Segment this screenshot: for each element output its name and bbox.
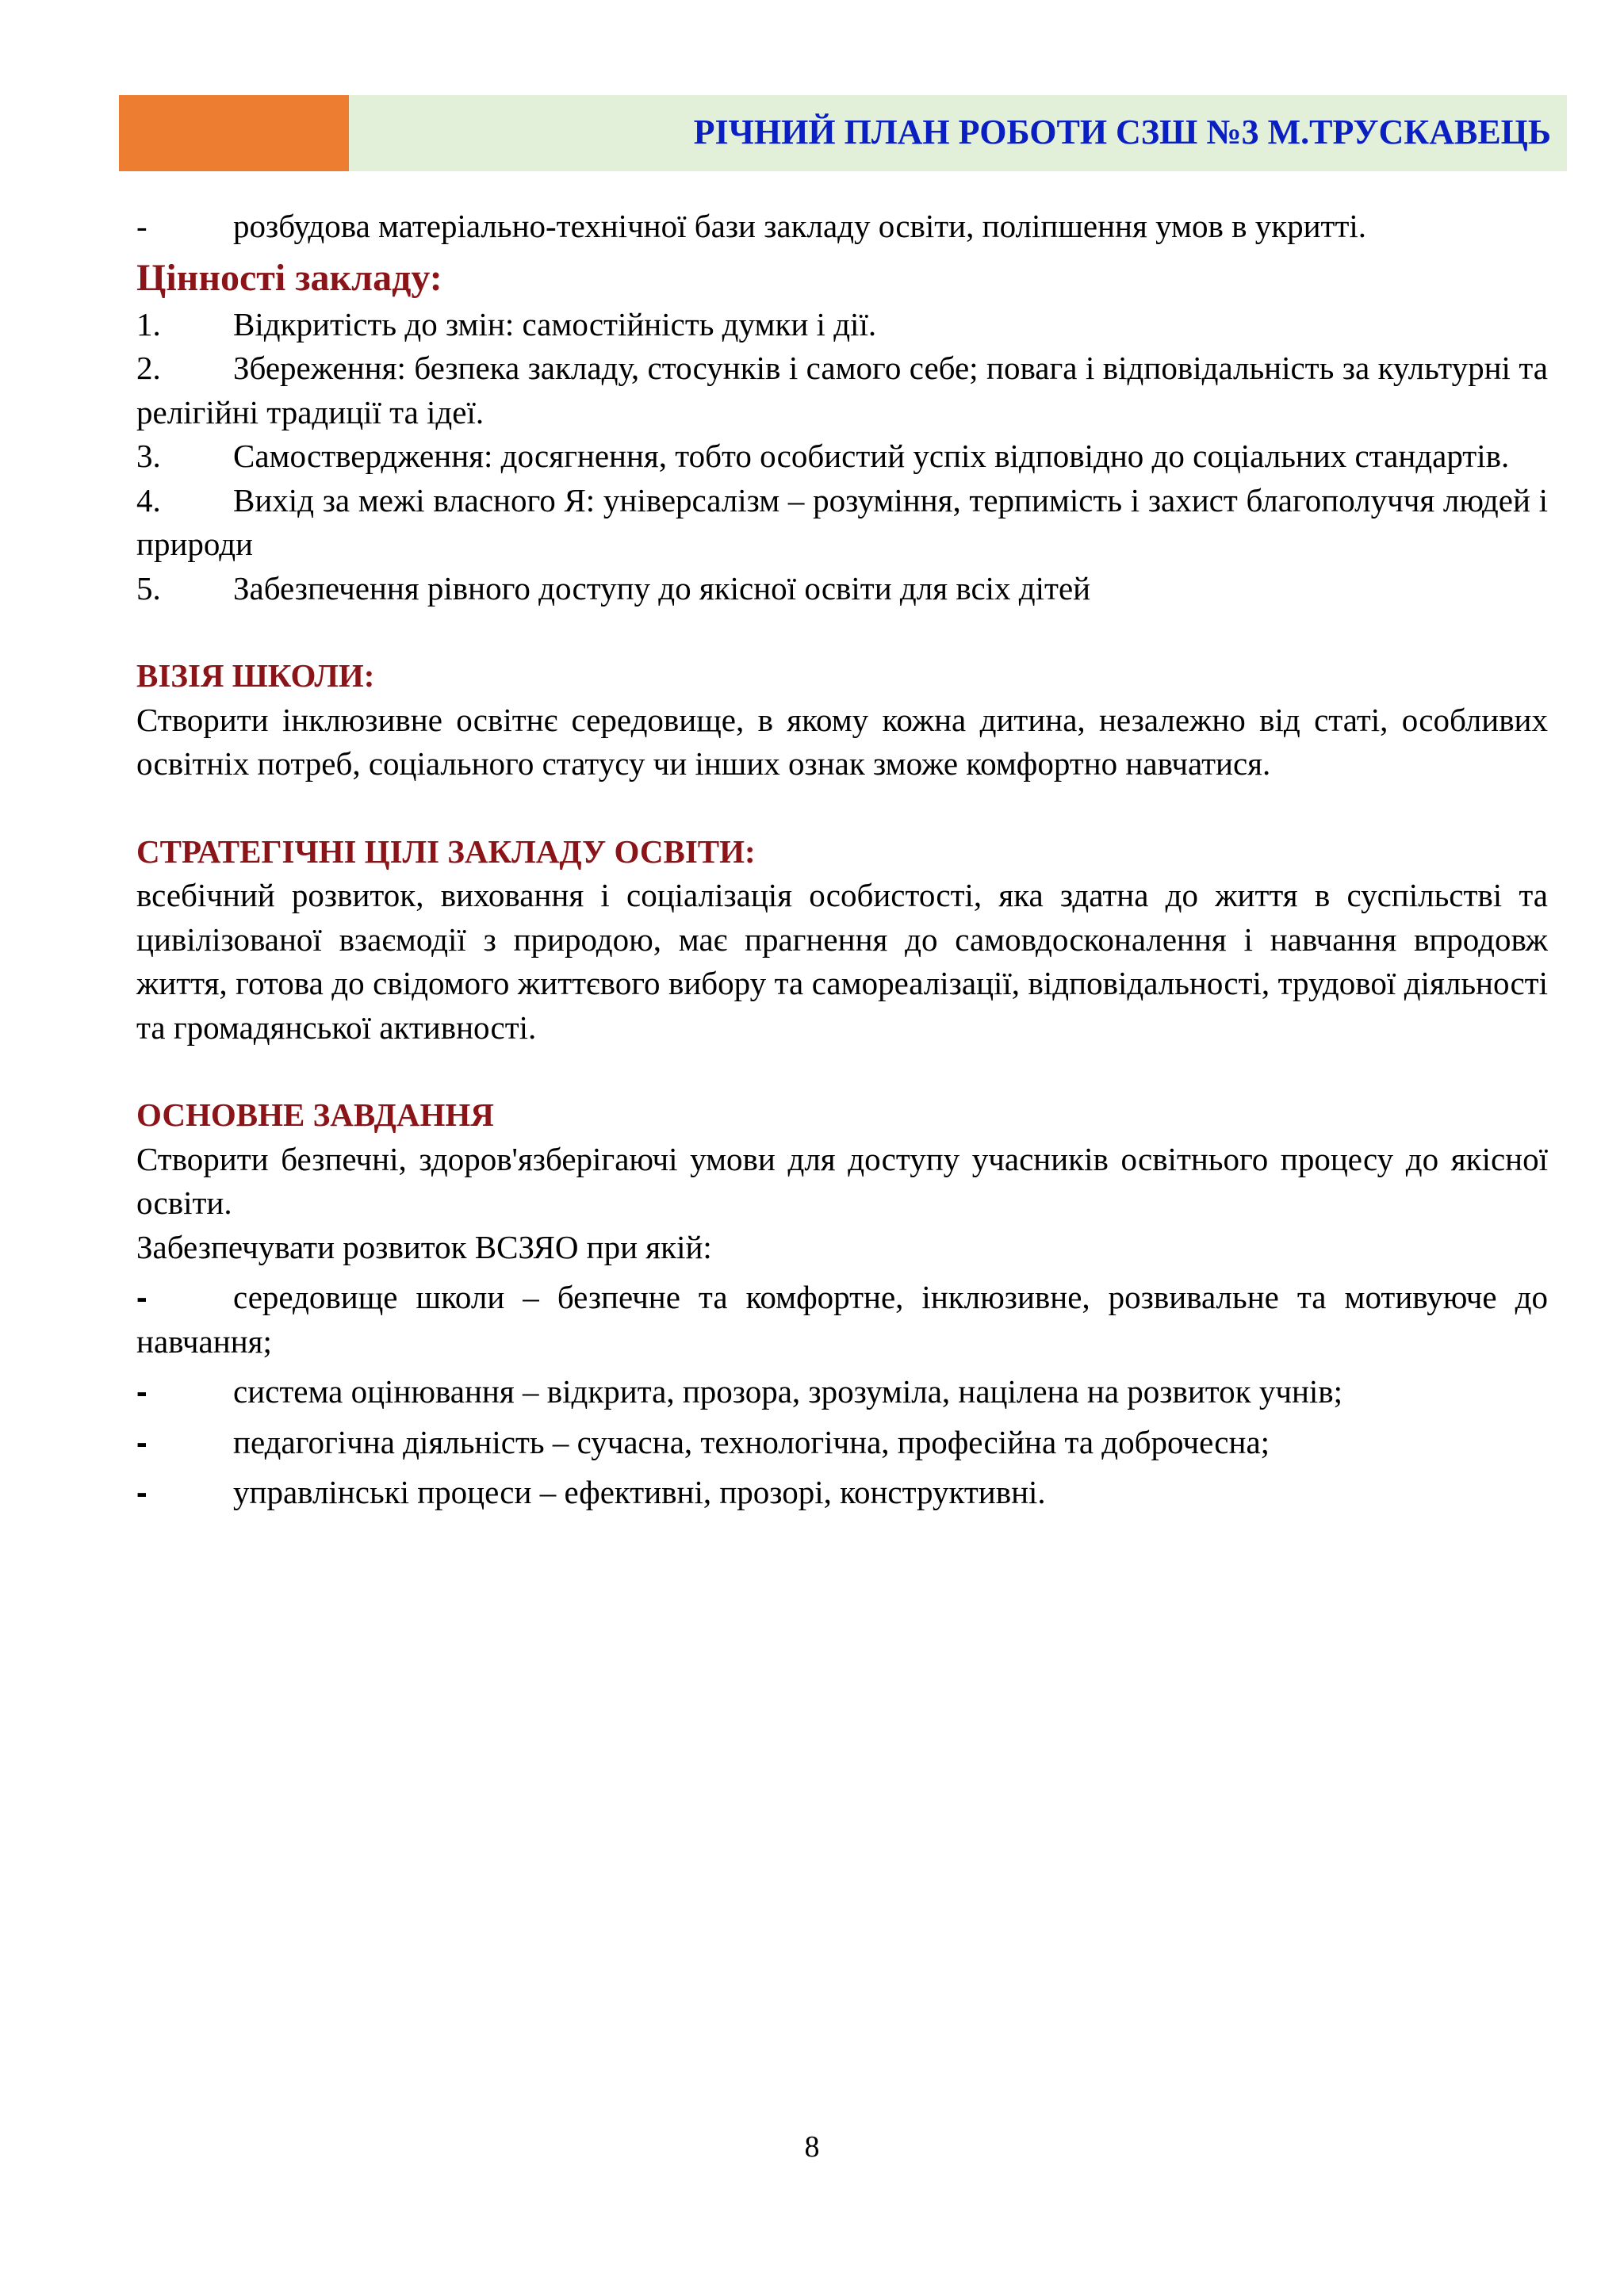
values-item-text: Збереження: безпека закладу, стосунків і самого себе; повага і відповідальність за культурні та релігійні традиції та ідеї. — [136, 350, 1548, 430]
strategic-goals-heading: СТРАТЕГІЧНІ ЦІЛІ ЗАКЛАДУ ОСВІТИ: — [136, 832, 756, 870]
main-task-list — [136, 1276, 1548, 1515]
values-item-text: Відкритість до змін: самостійність думки і дії. — [233, 305, 877, 342]
values-list-item: 2. Збереження: безпека закладу, стосунків і самого себе; повага і відповідальність за культурні та релігійні традиції та ідеї. — [136, 350, 1548, 430]
values-item-text: Забезпечення рівного доступу до якісної освіти для всіх дітей — [233, 569, 1091, 607]
main-task-text: Створити безпечні, здоров'язберігаючі умови для доступу учасників освітнього процесу до якісної освіти. — [136, 1140, 1548, 1221]
intro-list-item: - розбудова матеріально-технічної бази закладу освіти, поліпшення умов в укритті. — [136, 208, 1367, 244]
strategic-goals-text: всебічний розвиток, виховання і соціалізація особистості, яка здатна до життя в суспільстві та цивілізованої взаємодії з природою, має прагнення до самовдосконалення і навчання впродовж життя, готова до свідомого життєвого вибору та самореалізації, відповідальності, трудової діяльності та громадянської активності. — [136, 877, 1548, 1046]
main-task-lead: Забезпечувати розвиток ВСЗЯО при якій: — [136, 1228, 712, 1265]
header-accent-block — [119, 95, 349, 171]
vision-heading: ВІЗІЯ ШКОЛИ: — [136, 657, 375, 694]
values-list-item: 3. Самоствердження: досягнення, тобто особистий успіх відповідно до соціальних стандартів. — [136, 438, 1510, 474]
main-task-list-item: - середовище школи – безпечне та комфортне, інклюзивне, розвивальне та мотивуюче до навчання; — [136, 1279, 1548, 1360]
values-list — [136, 303, 1548, 611]
main-task-list-item: - педагогічна діяльність – сучасна, технологічна, професійна та доброчесна; — [136, 1423, 1270, 1460]
values-heading: Цінності закладу: — [136, 256, 442, 299]
values-list-item: 5. Забезпечення рівного доступу до якісної освіти для всіх дітей — [136, 569, 1091, 607]
main-task-item-text: система оцінювання – відкрита, прозора, зрозуміла, націлена на розвиток учнів; — [233, 1373, 1343, 1410]
values-list-item: 1. Відкритість до змін: самостійність думки і дії. — [136, 305, 877, 342]
main-task-item-text: педагогічна діяльність – сучасна, технологічна, професійна та доброчесна; — [233, 1423, 1270, 1460]
vision-text: Створити інклюзивне освітнє середовище, в якому кожна дитина, незалежно від статі, особливих освітніх потреб, соціального статусу чи інших ознак зможе комфортно навчатися. — [136, 701, 1548, 782]
page-content — [136, 205, 1548, 1515]
header-title: РІЧНИЙ ПЛАН РОБОТИ СЗШ №3 М.ТРУСКАВЕЦЬ — [693, 113, 1551, 151]
main-task-list-item: - система оцінювання – відкрита, прозора, зрозуміла, націлена на розвиток учнів; — [136, 1373, 1343, 1410]
intro-item-text: розбудова матеріально-технічної бази закладу освіти, поліпшення умов в укритті. — [233, 208, 1367, 244]
page-number: 8 — [804, 2130, 820, 2164]
values-list-item: 4. Вихід за межі власного Я: універсалізм – розуміння, терпимість і захист благополуччя людей і природи — [136, 481, 1548, 562]
values-item-text: Вихід за межі власного Я: універсалізм – розуміння, терпимість і захист благополуччя людей і природи — [136, 481, 1548, 562]
main-task-list-item: - управлінські процеси – ефективні, прозорі, конструктивні. — [136, 1474, 1046, 1510]
main-task-heading: ОСНОВНЕ ЗАВДАННЯ — [136, 1096, 494, 1133]
values-item-text: Самоствердження: досягнення, тобто особистий успіх відповідно до соціальних стандартів. — [233, 438, 1510, 474]
main-task-item-text: управлінські процеси – ефективні, прозорі, конструктивні. — [233, 1474, 1046, 1510]
main-task-item-text: середовище школи – безпечне та комфортне, інклюзивне, розвивальне та мотивуюче до навчання; — [136, 1279, 1548, 1360]
